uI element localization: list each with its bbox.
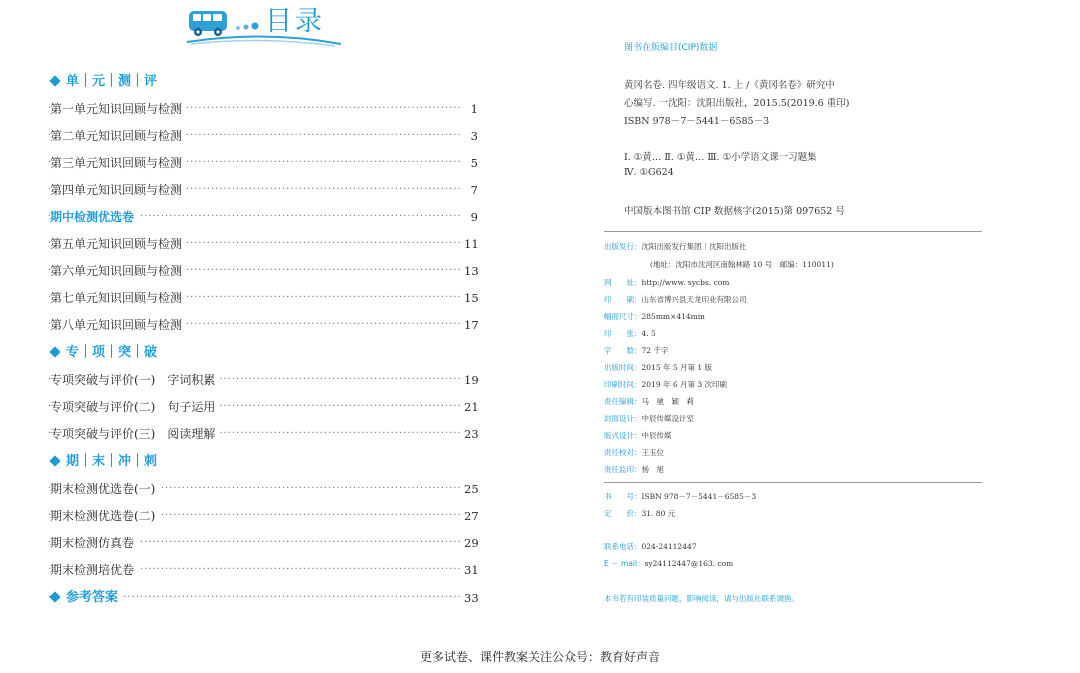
book-info-line: 定 价：31. 80 元 [604,509,676,518]
cip-line: Ⅰ. ①黄… Ⅱ. ①黄… Ⅲ. ①小学语文课一习题集 [624,152,817,163]
toc-entry-answers[interactable]: ····· 参考答案 33 [48,588,478,608]
diamond-bullet-icon [49,455,60,466]
pub-info-line: 出版时间：2015 年 5 月第 1 版 [604,363,713,372]
diamond-bullet-icon [49,75,60,86]
page-title: 目录 [265,6,325,37]
toc-entry[interactable]: ····· 第七单元知识回顾与检测 15 [48,288,478,308]
toc-entry[interactable]: ····· 专项突破与评价(一) 字词积累 19 [48,370,478,390]
cip-title: 图书在版编目(CIP)数据 [624,43,718,53]
toc-header [185,4,345,50]
toc-entry[interactable]: ····· 第六单元知识回顾与检测 13 [48,261,478,281]
footer-text: 更多试卷、课件教案关注公众号：教育好声音 [419,650,660,664]
toc-entry[interactable]: ····· 期末检测优选卷(二) 27 [48,506,478,526]
pub-info-line: 责任监印：杨 旭 [604,465,664,474]
quality-notice: 本书若有印装质量问题，影响阅读，请与出版社联系调换。 [604,594,799,603]
toc-entry[interactable]: ····· 期末检测培优卷 31 [48,560,478,580]
section-heading-final-sprint: 期｜末｜冲｜刺 [48,451,157,473]
pub-info-line: 封面设计：中辰传媒设计室 [604,414,694,423]
book-info-line: 书 号：ISBN 978－7－5441－6585－3 [604,492,757,501]
toc-entry[interactable]: ····· 第三单元知识回顾与检测 5 [48,153,478,173]
pub-info-line: 印 刷：山东省博兴县天龙印业有限公司 [604,295,747,304]
pub-info-line: 出版发行：沈阳出版发行集团｜沈阳出版社 [604,242,747,251]
toc-entry[interactable]: ····· 期末检测仿真卷 29 [48,533,478,553]
toc-entry[interactable]: ····· 第二单元知识回顾与检测 3 [48,126,478,146]
pub-info-line: 网 址：http://www. sycbs. com [604,278,730,287]
contact-line: 联系电话：024-24112447 [604,542,697,551]
toc-entry-midterm[interactable]: ····· 期中检测优选卷 9 [48,207,478,227]
pub-info-line: 版式设计：中辰传媒 [604,431,672,440]
section-heading-special-breakthrough: 专｜项｜突｜破 [48,342,157,364]
contact-line: E － mail：sy24112447@163. com [604,559,734,568]
cip-line: 心编写. 一沈阳：沈阳出版社，2015.5(2019.6 重印) [624,98,850,109]
cip-line: 中国版本图书馆 CIP 数据核字(2015)第 097652 号 [624,206,845,217]
toc-entry[interactable]: ····· 第五单元知识回顾与检测 11 [48,234,478,254]
pub-info-line: 印 张：4. 5 [604,329,656,338]
divider [604,231,982,232]
pub-info-line: 印刷时间：2019 年 6 月第 3 次印刷 [604,380,728,389]
diamond-bullet-icon [49,346,60,357]
toc-entry[interactable]: ····· 第四单元知识回顾与检测 7 [48,180,478,200]
cip-line: Ⅳ. ①G624 [624,167,674,178]
toc-entry[interactable]: ····· 期末检测优选卷(一) 25 [48,479,478,499]
pub-info-line: (地址：沈阳市沈河区南翰林路 10 号 邮编：110011) [650,260,834,269]
pub-info-line: 字 数：72 千字 [604,346,669,355]
decorative-dots-icon [233,14,263,34]
pub-info-line: 幅面尺寸：285mm×414mm [604,312,705,321]
cip-line: ISBN 978－7－5441－6585－3 [624,116,770,127]
divider [604,482,982,483]
diamond-bullet-icon [49,591,60,602]
section-heading-unit-test: 单｜元｜测｜评 [48,71,157,93]
pub-info-line: 责任校对：王玉位 [604,448,664,457]
pub-info-line: 责任编辑：马 驰 颖 莉 [604,397,694,406]
cip-line: 黄冈名卷. 四年级语文. 1. 上 /《黄冈名卷》研究中 [624,80,835,91]
toc-entry[interactable]: ····· 专项突破与评价(二) 句子运用 21 [48,397,478,417]
toc-entry[interactable]: ····· 第一单元知识回顾与检测 1 [48,99,478,119]
toc-entry[interactable]: ····· 第八单元知识回顾与检测 17 [48,315,478,335]
toc-entry[interactable]: ····· 专项突破与评价(三) 阅读理解 23 [48,424,478,444]
